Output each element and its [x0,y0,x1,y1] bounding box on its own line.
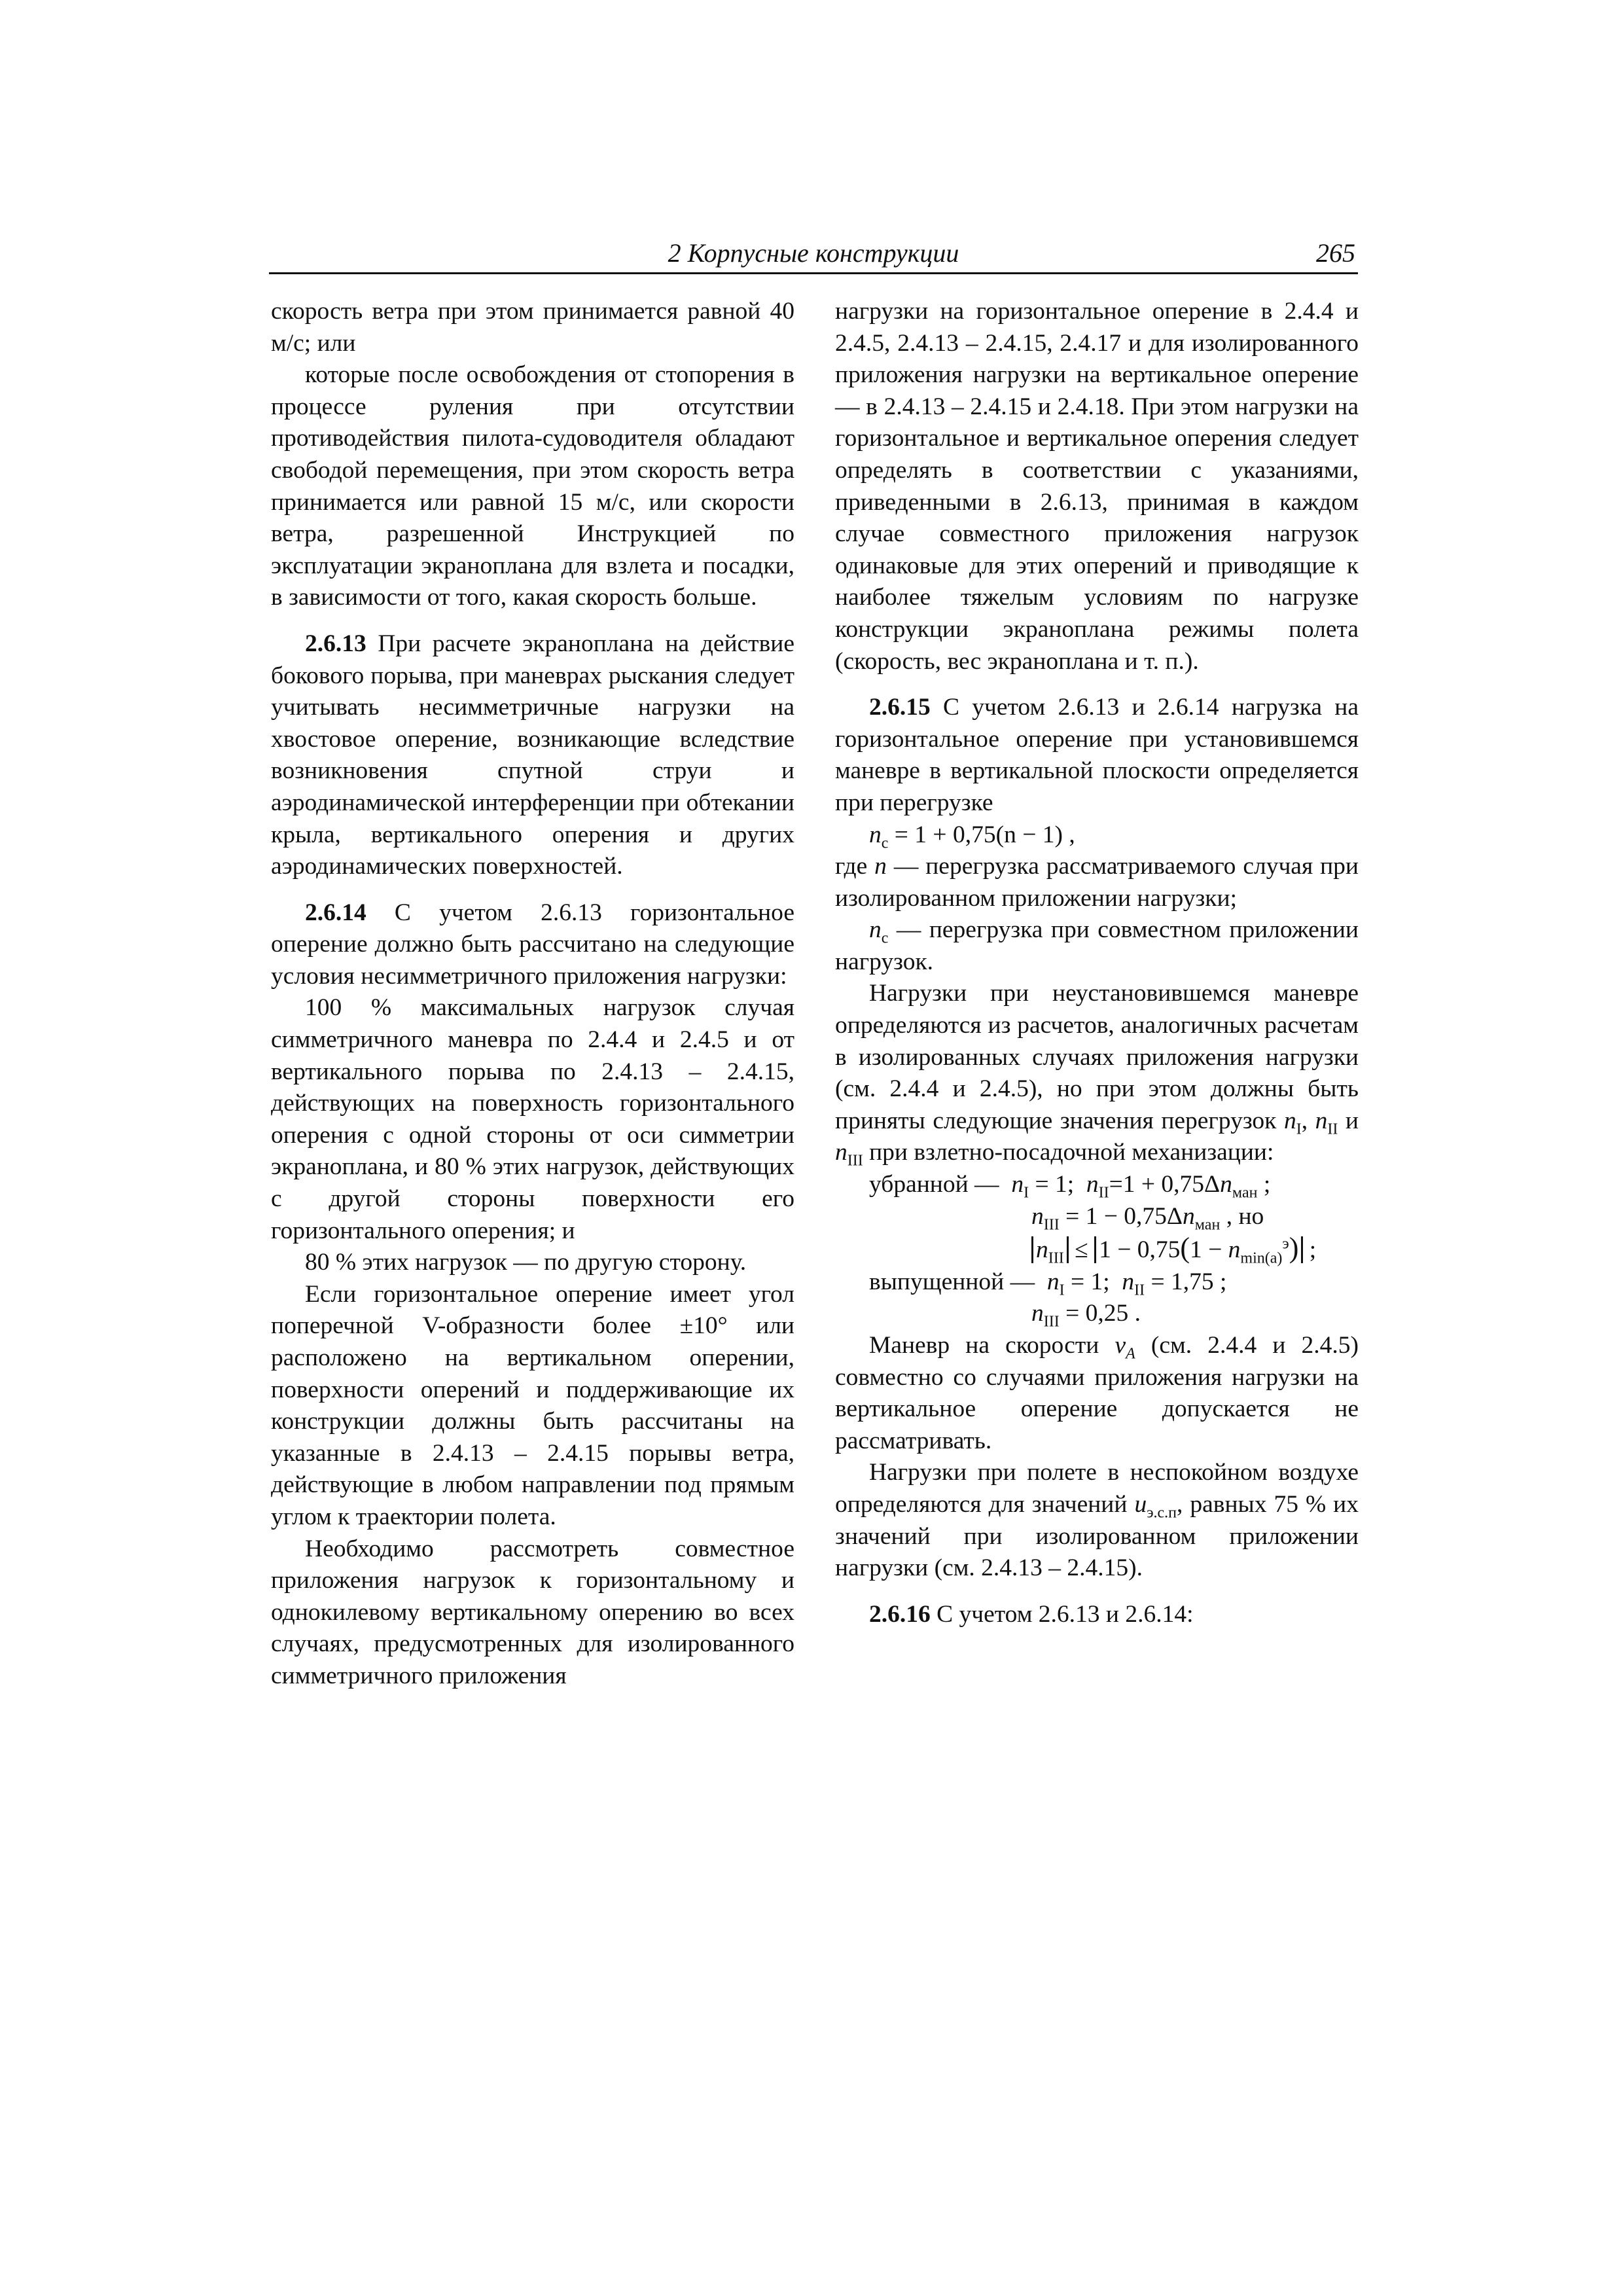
section-number: 2.6.14 [305,899,366,926]
paragraph: Нагрузки при неустановившемся маневре определяются из расчетов, аналогичных расчетам в изолированных случаях приложения нагрузки (см. 2.4.4 и 2.4.5), но при этом должны быть приняты следующие значения перегрузок $n_I$, $n_{II}$ и $n_{III}$ при взлетно-посадочной механизации: [835,980,1359,1170]
formula-vypushchennoy: выпущенной — $n_I = 1$; $n_{II} = 1,75$ ; [869,1268,1227,1299]
section-number: 2.6.15 [869,694,931,721]
section-text: С учетом 2.6.13 и 2.6.14 нагрузка на горизонтальное оперение при установившемся маневре в вертикальной плоскости определяется при перегрузке [835,694,1359,816]
paragraph: нагрузки на горизонтальное оперение в 2.4.4 и 2.4.5, 2.4.13 – 2.4.15, 2.4.17 и для изолированного приложения нагрузки на вертикальное оперение — в 2.4.13 – 2.4.15 и 2.4.18. При этом нагрузки на горизонтальное и вертикальное оперения следует определять в соответствии с указаниями, приведенными в 2.6.13, принимая в каждом случае совместного приложения нагрузок одинаковые для этих оперений и приводящие к наиболее тяжелым условиям по нагрузке конструкции экраноплана режимы полета (скорость, вес экраноплана и т. п.). [835,298,1359,675]
section-number: 2.6.13 [305,630,366,657]
section-2-6-14 [271,897,794,993]
section-text: При расчете экраноплана на действие бокового порыва, при маневрах рыскания следует учитывать несимметричные нагрузки на хвостовое оперение, возникающие вследствие возникновения спутной струи и аэродинамической интерференции при обтекании крыла, вертикального оперения и других аэродинамических поверхностей. [271,630,794,880]
paragraph: где n — перегрузка рассматриваемого случая при изолированном приложении нагрузки; [835,853,1359,912]
paragraph: Нагрузки при полете в неспокойном воздухе определяются для значений $u_{э.с.п}$, равных 75 % их значений при изолированном приложении нагрузки (см. 2.4.13 – 2.4.15). [835,1459,1359,1582]
paragraph: Маневр на скорости $v_A$ (см. 2.4.4 и 2.4.5) совместно со случаями приложения нагрузки на вертикальное оперение допускается не рассматривать. [835,1332,1359,1454]
section-2-6-13 [271,628,794,883]
formula-nc: $n_с = 1 + 0,75(n - 1)$ , [869,821,1075,852]
section-text: С учетом 2.6.13 горизонтальное оперение должно быть рассчитано на следующие условия несимметричного приложения нагрузки: [271,899,794,990]
paragraph: скорость ветра при этом принимается равной 40 м/с; или [271,298,794,357]
formula-n3-value: $n_{III} = 0,25$ . [1031,1300,1141,1331]
right-column [835,296,1359,1630]
formula-n3: $n_{III} = 1 - 0,75\Delta n_{ман}$ , но [1031,1202,1264,1234]
left-column [271,296,794,1693]
running-title: 2 Корпусные конструкции [668,238,959,268]
section-text: С учетом 2.6.13 и 2.6.14: [936,1600,1194,1628]
formula-n3-abs: $n_{III} \le 1 - 0,75(1 - n_{min(a)}^э)$ ; [835,1232,1359,1266]
page-number: 265 [1316,238,1355,268]
section-2-6-16 [835,1599,1359,1631]
paragraph: 80 % этих нагрузок — по другую сторону. [305,1249,747,1276]
paragraph: Если горизонтальное оперение имеет угол поперечной V-образности более ±10° или расположено на вертикальном оперении, поверхности оперений и поддерживающие их конструкции должны быть рассчитаны на указанные в 2.4.13 – 2.4.15 порывы ветра, действующие в любом направлении под прямым углом к траектории полета. [271,1280,794,1530]
paragraph: Необходимо рассмотреть совместное приложения нагрузок к горизонтальному и однокилевому вертикальному оперению во всех случаях, предусмотренных для изолированного симметричного приложения [271,1535,794,1689]
paragraph: 100 % максимальных нагрузок случая симметричного маневра по 2.4.4 и 2.4.5 и от вертикального порыва по 2.4.13 – 2.4.15, действующих на поверхность горизонтального оперения с одной стороны от оси симметрии экраноплана, и 80 % этих нагрузок, действующих с другой стороны поверхности его горизонтального оперения; и [271,994,794,1244]
section-number: 2.6.16 [869,1600,931,1628]
formula-ubrannoy: убранной — $n_I = 1$; $n_{II}=1 + 0,75\Delta n_{ман}$ ; [869,1171,1271,1202]
paragraph: которые после освобождения от стопорения в процессе руления при отсутствии противодействия пилота-судоводителя обладают свободой перемещения, при этом скорость ветра принимается или равной 15 м/с, или скорости ветра, разрешенной Инструкцией по эксплуатации экраноплана для взлета и посадки, в зависимости от того, какая скорость больше. [271,361,794,611]
running-header [269,237,1358,274]
section-2-6-15 [835,692,1359,819]
paragraph: $n_с$ — перегрузка при совместном приложении нагрузок. [835,916,1359,975]
